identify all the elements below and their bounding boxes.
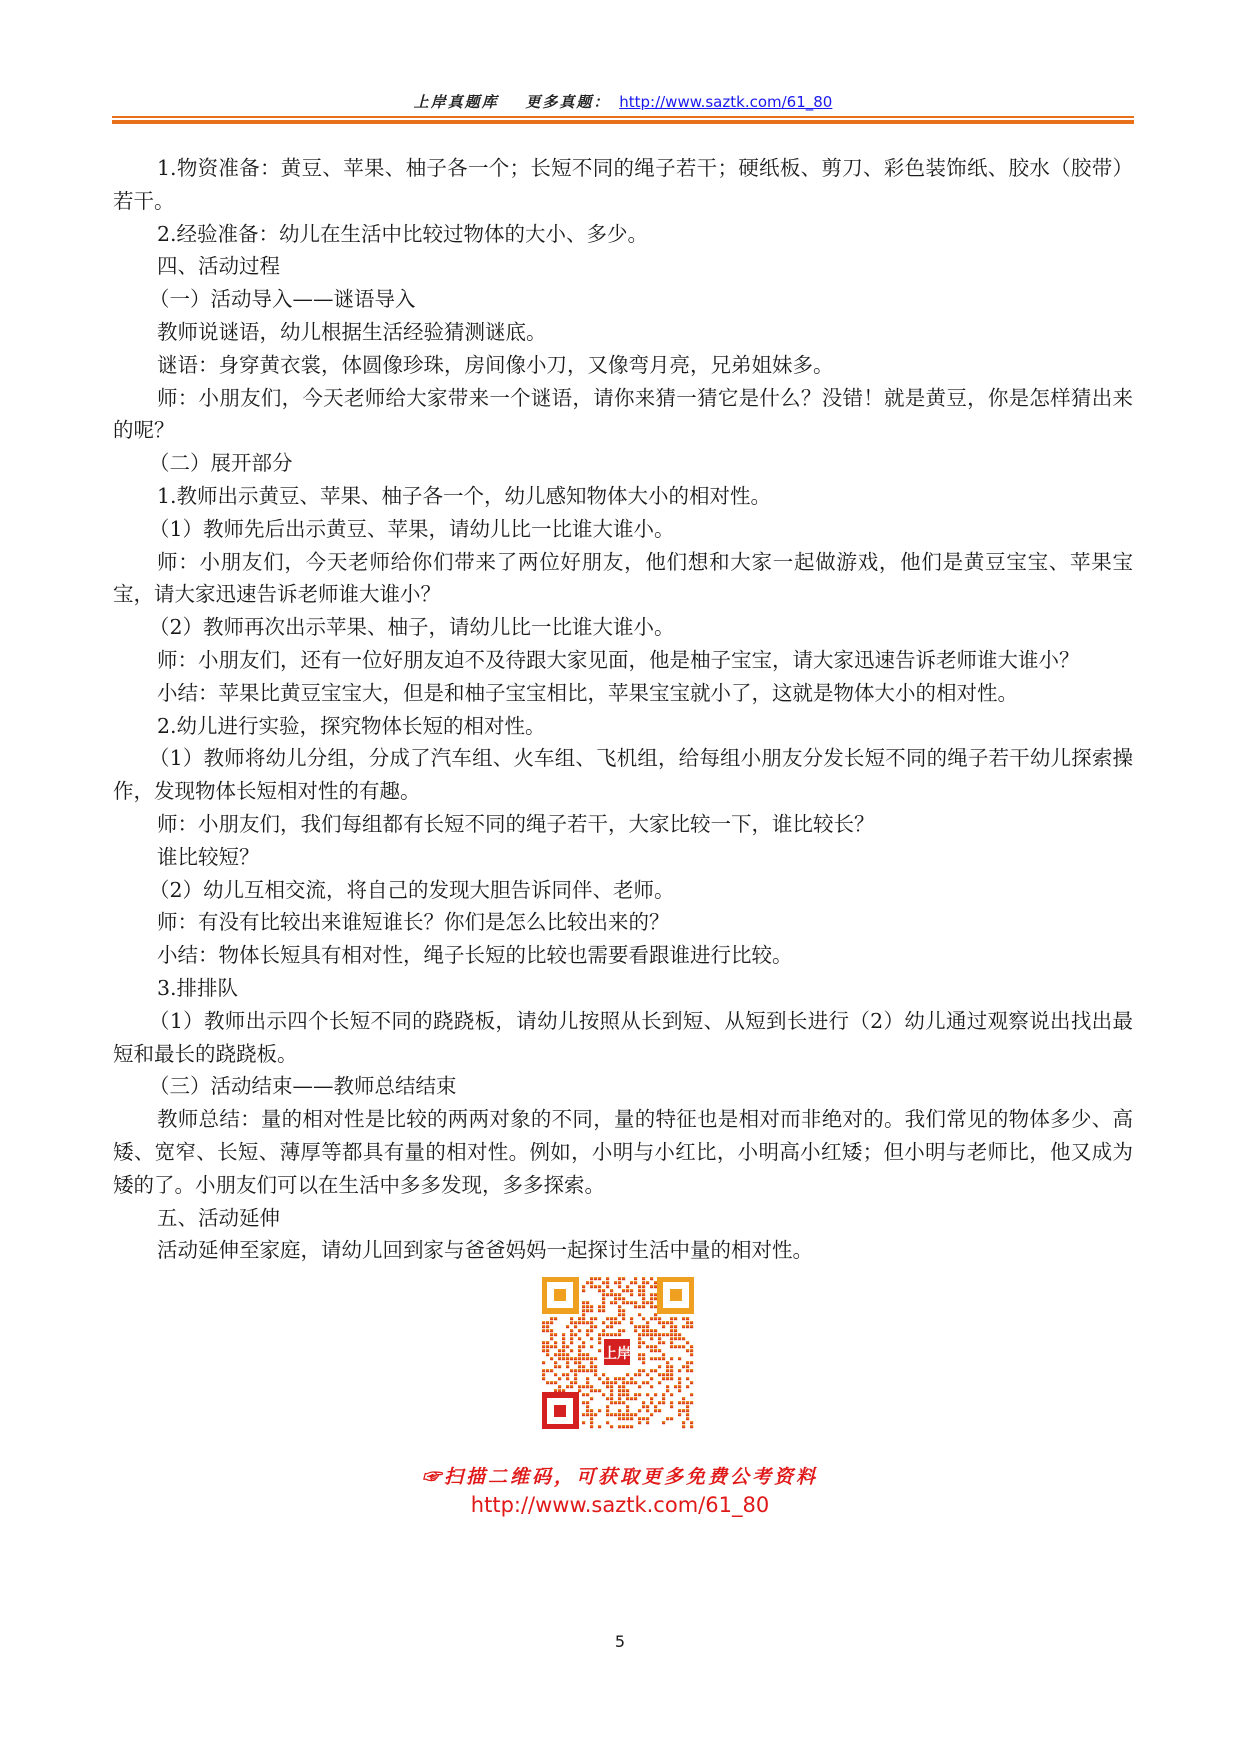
paragraph: 1.物资准备：黄豆、苹果、柚子各一个；长短不同的绳子若干；硬纸板、剪刀、彩色装饰纸、胶水（胶带）若干。 [113, 156, 1133, 213]
footer-hint [0, 1462, 1240, 1489]
header-rule-thin [112, 116, 1134, 118]
svg-text:上岸: 上岸 [603, 1346, 631, 1362]
paragraph: （2）幼儿互相交流，将自己的发现大胆告诉同伴、老师。 [149, 877, 675, 902]
footer-hint-text: 扫描二维码，可获取更多免费公考资料 [444, 1466, 819, 1488]
footer-link[interactable]: http://www.saztk.com/61_80 [470, 1493, 770, 1517]
paragraph: 谁比较短？ [157, 844, 260, 869]
qr-code-icon [542, 1277, 694, 1429]
header-rule-thick [112, 120, 1134, 124]
header-link[interactable]: http://www.saztk.com/61_80 [619, 93, 833, 111]
paragraph: 谜语：身穿黄衣裳，体圆像珍珠，房间像小刀，又像弯月亮，兄弟姐妹多。 [157, 352, 834, 377]
paragraph: 3.排排队 [157, 975, 239, 1000]
document-body [113, 152, 1133, 1267]
paragraph: （1）教师将幼儿分组，分成了汽车组、火车组、飞机组，给每组小朋友分发长短不同的绳子若干幼儿探索操作，发现物体长短相对性的有趣。 [113, 746, 1133, 804]
paragraph: 师：小朋友们，我们每组都有长短不同的绳子若干，大家比较一下，谁比较长？ [157, 811, 875, 836]
paragraph: （一）活动导入——谜语导入 [149, 287, 416, 312]
header-brand: 上岸真题库 [413, 93, 499, 111]
paragraph: （2）教师再次出示苹果、柚子，请幼儿比一比谁大谁小。 [149, 615, 675, 640]
header-more-label: 更多真题： [525, 93, 611, 111]
paragraph: 小结：苹果比黄豆宝宝大，但是和柚子宝宝相比，苹果宝宝就小了，这就是物体大小的相对性。 [157, 680, 1018, 705]
paragraph: 教师说谜语，幼儿根据生活经验猜测谜底。 [157, 319, 547, 344]
paragraph: 1.教师出示黄豆、苹果、柚子各一个，幼儿感知物体大小的相对性。 [157, 483, 772, 508]
paragraph: （1）教师出示四个长短不同的跷跷板，请幼儿按照从长到短、从短到长进行（2）幼儿通过观察说出找出最短和最长的跷跷板。 [113, 1008, 1133, 1066]
paragraph: （1）教师先后出示黄豆、苹果，请幼儿比一比谁大谁小。 [149, 516, 675, 541]
page-number: 5 [614, 1632, 626, 1651]
paragraph: 师：小朋友们，还有一位好朋友迫不及待跟大家见面，他是柚子宝宝，请大家迅速告诉老师谁大谁小？ [157, 647, 1080, 672]
paragraph: 教师总结：量的相对性是比较的两两对象的不同，量的特征也是相对而非绝对的。我们常见的物体多少、高矮、宽窄、长短、薄厚等都具有量的相对性。例如，小明与小红比，小明高小红矮；但小明与老师比，他又成为矮的了。小朋友们可以在生活中多多发现，多多探索。 [113, 1107, 1133, 1197]
paragraph: 五、活动延伸 [157, 1205, 280, 1230]
paragraph: 师：小朋友们，今天老师给大家带来一个谜语，请你来猜一猜它是什么？没错！就是黄豆，你是怎样猜出来的呢？ [113, 385, 1133, 443]
paragraph: 四、活动过程 [157, 254, 280, 279]
paragraph: 师：有没有比较出来谁短谁长？你们是怎么比较出来的？ [157, 910, 670, 935]
paragraph: （三）活动结束——教师总结结束 [149, 1074, 457, 1099]
page-header [112, 92, 1134, 112]
paragraph: 2.经验准备：幼儿在生活中比较过物体的大小、多少。 [157, 221, 649, 246]
paragraph: 活动延伸至家庭，请幼儿回到家与爸爸妈妈一起探讨生活中量的相对性。 [157, 1238, 813, 1263]
paragraph: （二）展开部分 [149, 451, 293, 476]
paragraph: 小结：物体长短具有相对性，绳子长短的比较也需要看跟谁进行比较。 [157, 943, 793, 968]
paragraph: 师：小朋友们，今天老师给你们带来了两位好朋友，他们想和大家一起做游戏，他们是黄豆宝宝、苹果宝宝，请大家迅速告诉老师谁大谁小？ [113, 549, 1133, 607]
paragraph: 2.幼儿进行实验，探究物体长短的相对性。 [157, 713, 546, 738]
pointing-hand-icon: ☞ [421, 1466, 444, 1488]
